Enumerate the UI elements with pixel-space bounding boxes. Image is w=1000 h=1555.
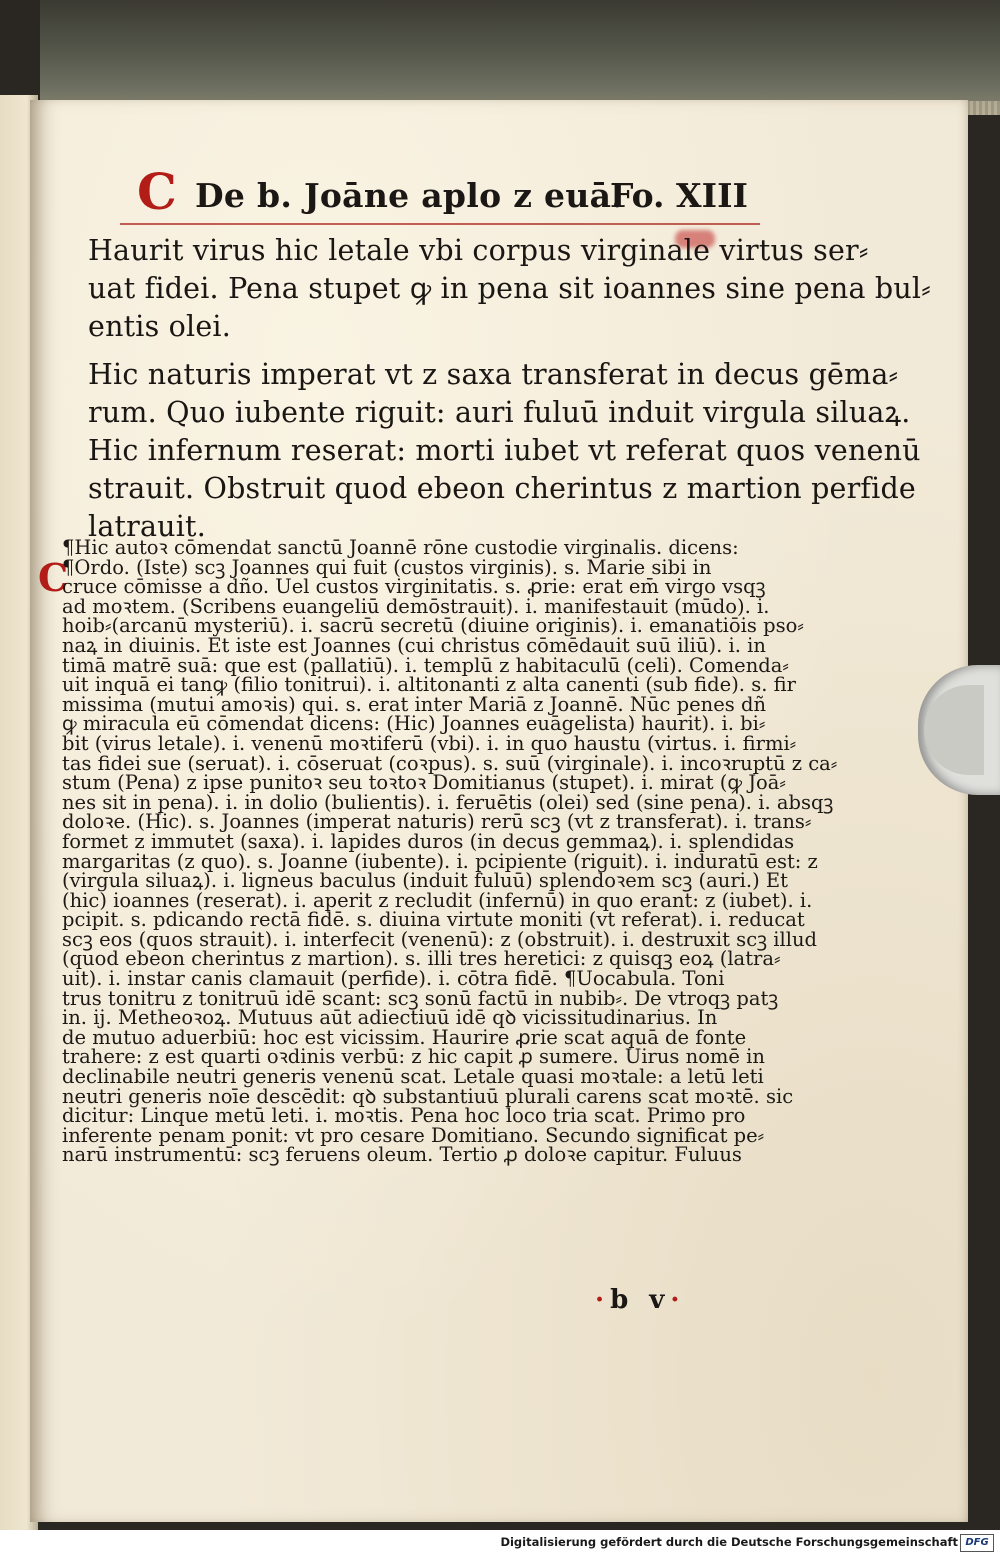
commentary-line: neutri generis noīe descēdit: qꝺ substantiuū plurali carens scat moꝛtē. sic (62, 1084, 794, 1108)
book-top-edge (40, 0, 1000, 115)
folio-number: Fo. XIII (610, 176, 748, 215)
commentary-line: tas fidei sue (seruat). i. cōseruat (coꝛpus). s. suū (virginale). i. incoꝛruptū z ca⸗ (62, 751, 838, 775)
commentary-line: trus tonitru z tonitruū idē scant: scꝫ sonū factū in nubib⸗. De vtroqꝫ patꝫ (62, 986, 779, 1010)
commentary-line: uit). i. instar canis clamauit (perfide). i. cōtra fidē. ¶Uocabula. Toni (62, 967, 725, 991)
commentary-line: cruce cōmisse a dño. Uel custos virginitatis. s. ꝓrie: erat em̄ virgo vsqꝫ (62, 575, 766, 599)
commentary-line: stum (Pena) z ipse punitoꝛ seu toꝛtoꝛ Domitianus (stupet). i. mirat (ꝙ Joā⸗ (62, 771, 786, 795)
commentary-line: (hic) ioannes (reserat). i. aperit z recludit (infernū) in quo erant: z (iubet). i. (62, 888, 813, 912)
commentary-line: ad moꝛtem. (Scribens euangeliū demōstrauit). i. manifestauit (mūdo). i. (62, 594, 770, 618)
commentary-line: declinabile neutri generis venenū scat. Letale quasi moꝛtale: a letū leti (62, 1065, 764, 1089)
verse-line: Hic infernum reserat: morti iubet vt referat quos venenū (88, 434, 921, 467)
header-rule (120, 223, 760, 225)
commentary-line: narū instrumentū: scꝫ feruens oleum. Tertio ꝓ doloꝛe capitur. Fuluus (62, 1143, 742, 1167)
commentary-line: bit (virus letale). i. venenū moꝛtiferū (vbi). i. in quo haustu (virtus. i. firmi⸗ (62, 731, 797, 755)
commentary-line: formet z immutet (saxa). i. lapides duros (in decus gemmaꝝ). i. splendidas (62, 829, 795, 853)
commentary-line: (virgula siluaꝝ). i. ligneus baculus (induit fuluū) splendoꝛem scꝫ (auri.) Et (62, 869, 788, 893)
commentary-line: ꝙ miracula eū cōmendat dicens: (Hic) Joannes euāgelista) haurit). i. bi⸗ (62, 712, 766, 736)
commentary-line: dicitur: Linque metū leti. i. moꝛtis. Pena hoc loco tria scat. Primo pro (62, 1104, 746, 1128)
verse-line: Hic naturis imperat vt z saxa transferat in decus gēma⸗ (88, 358, 899, 391)
verse-line: uat fidei. Pena stupet ꝙ in pena sit ioannes sine pena bul⸗ (88, 272, 931, 305)
red-dot-icon: · (670, 1285, 686, 1315)
commentary-line: doloꝛe. (Hic). s. Joannes (imperat naturis) rerū scꝫ (vt z transferat). i. trans⸗ (62, 810, 812, 834)
commentary-line: inferente penam ponit: vt pro cesare Domitiano. Secundo significat pe⸗ (62, 1123, 765, 1147)
verse-line: strauit. Obstruit quod ebeon cherintus z martion perfide (88, 472, 916, 505)
commentary-line: uit inquā ei tanꝙ (filio tonitrui). i. altitonanti z alta canenti (sub fide). s. fir (62, 673, 796, 697)
signature-mark (595, 1285, 685, 1315)
commentary-line: de mutuo aduerbiū: hoc est vicissim. Haurire ꝓrie scat aquā de fonte (62, 1025, 747, 1049)
commentary-text (62, 536, 838, 1167)
verse-line: rum. Quo iubente riguit: auri fuluū induit virgula siluaꝝ. (88, 396, 911, 429)
footer-bar (0, 1530, 1000, 1555)
verse-line: latrauit. (88, 510, 206, 543)
commentary-line: margaritas (z quo). s. Joanne (iubente). i. pcipiente (riguit). i. induratū est: z (62, 849, 818, 873)
red-initial-icon: C (38, 555, 69, 600)
commentary-line: ¶Hic autoꝛ cōmendat sanctū Joannē rōne custodie virginalis. dicens: (62, 536, 739, 559)
verse-line: entis olei. (88, 310, 231, 343)
commentary-line: trahere: z est quarti oꝛdinis verbū: z hic capit ꝓ sumere. Uirus nomē in (62, 1045, 765, 1069)
red-pilcrow-icon: C (137, 162, 177, 221)
verse-line: Haurit virus hic letale vbi corpus virginale virtus ser⸗ (88, 234, 869, 267)
page-title: De b. Joāne aplo z euā. (195, 176, 624, 215)
running-header (125, 162, 775, 228)
funding-credit: Digitalisierung gefördert durch die Deutsche Forschungsgemeinschaft (500, 1535, 958, 1549)
signature-text: b v (610, 1285, 671, 1315)
commentary-line: scꝫ eos (quos strauit). i. interfecit (venenū): z (obstruit). i. destruxit scꝫ illud (62, 927, 818, 951)
commentary-line: missima (mutui amoꝛis) qui. s. erat inter Mariā z Joannē. Nūc penes dñ (62, 692, 767, 716)
commentary-line: timā matrē suā: que est (pallatiū). i. templū z habitaculū (celi). Comenda⸗ (62, 653, 789, 677)
commentary-line: (quod ebeon cherintus z martion). s. illi tres heretici: z quisqꝫ eoꝝ (latra⸗ (62, 947, 781, 971)
commentary-line: in. ij. Metheoꝛoꝝ. Mutuus aūt adiectiuū idē qꝺ vicissitudinarius. In (62, 1006, 718, 1030)
commentary-line: nes sit in pena). i. in dolio (bulientis). i. feruētis (olei) sed (sine pena). i. absqꝫ (62, 790, 834, 814)
commentary-line: pcipit. s. pdicando rectā fidē. s. diuina virtute moniti (vt referat). i. reducat (62, 908, 805, 932)
red-dot-icon: · (595, 1285, 611, 1315)
dfg-logo-icon: DFG (960, 1534, 994, 1552)
commentary-line: naꝝ in diuinis. Et iste est Joannes (cui christus cōmēdauit suū iliū). i. in (62, 633, 766, 657)
commentary-line: ¶Ordo. (Iste) scꝫ Joannes qui fuit (custos virginis). s. Marie sibi in (62, 555, 712, 579)
verse-text (88, 232, 931, 546)
commentary-line: hoib⸗(arcanū mysteriū). i. sacrū secretū (diuine originis). i. emanatiōis pso⸗ (62, 614, 804, 638)
